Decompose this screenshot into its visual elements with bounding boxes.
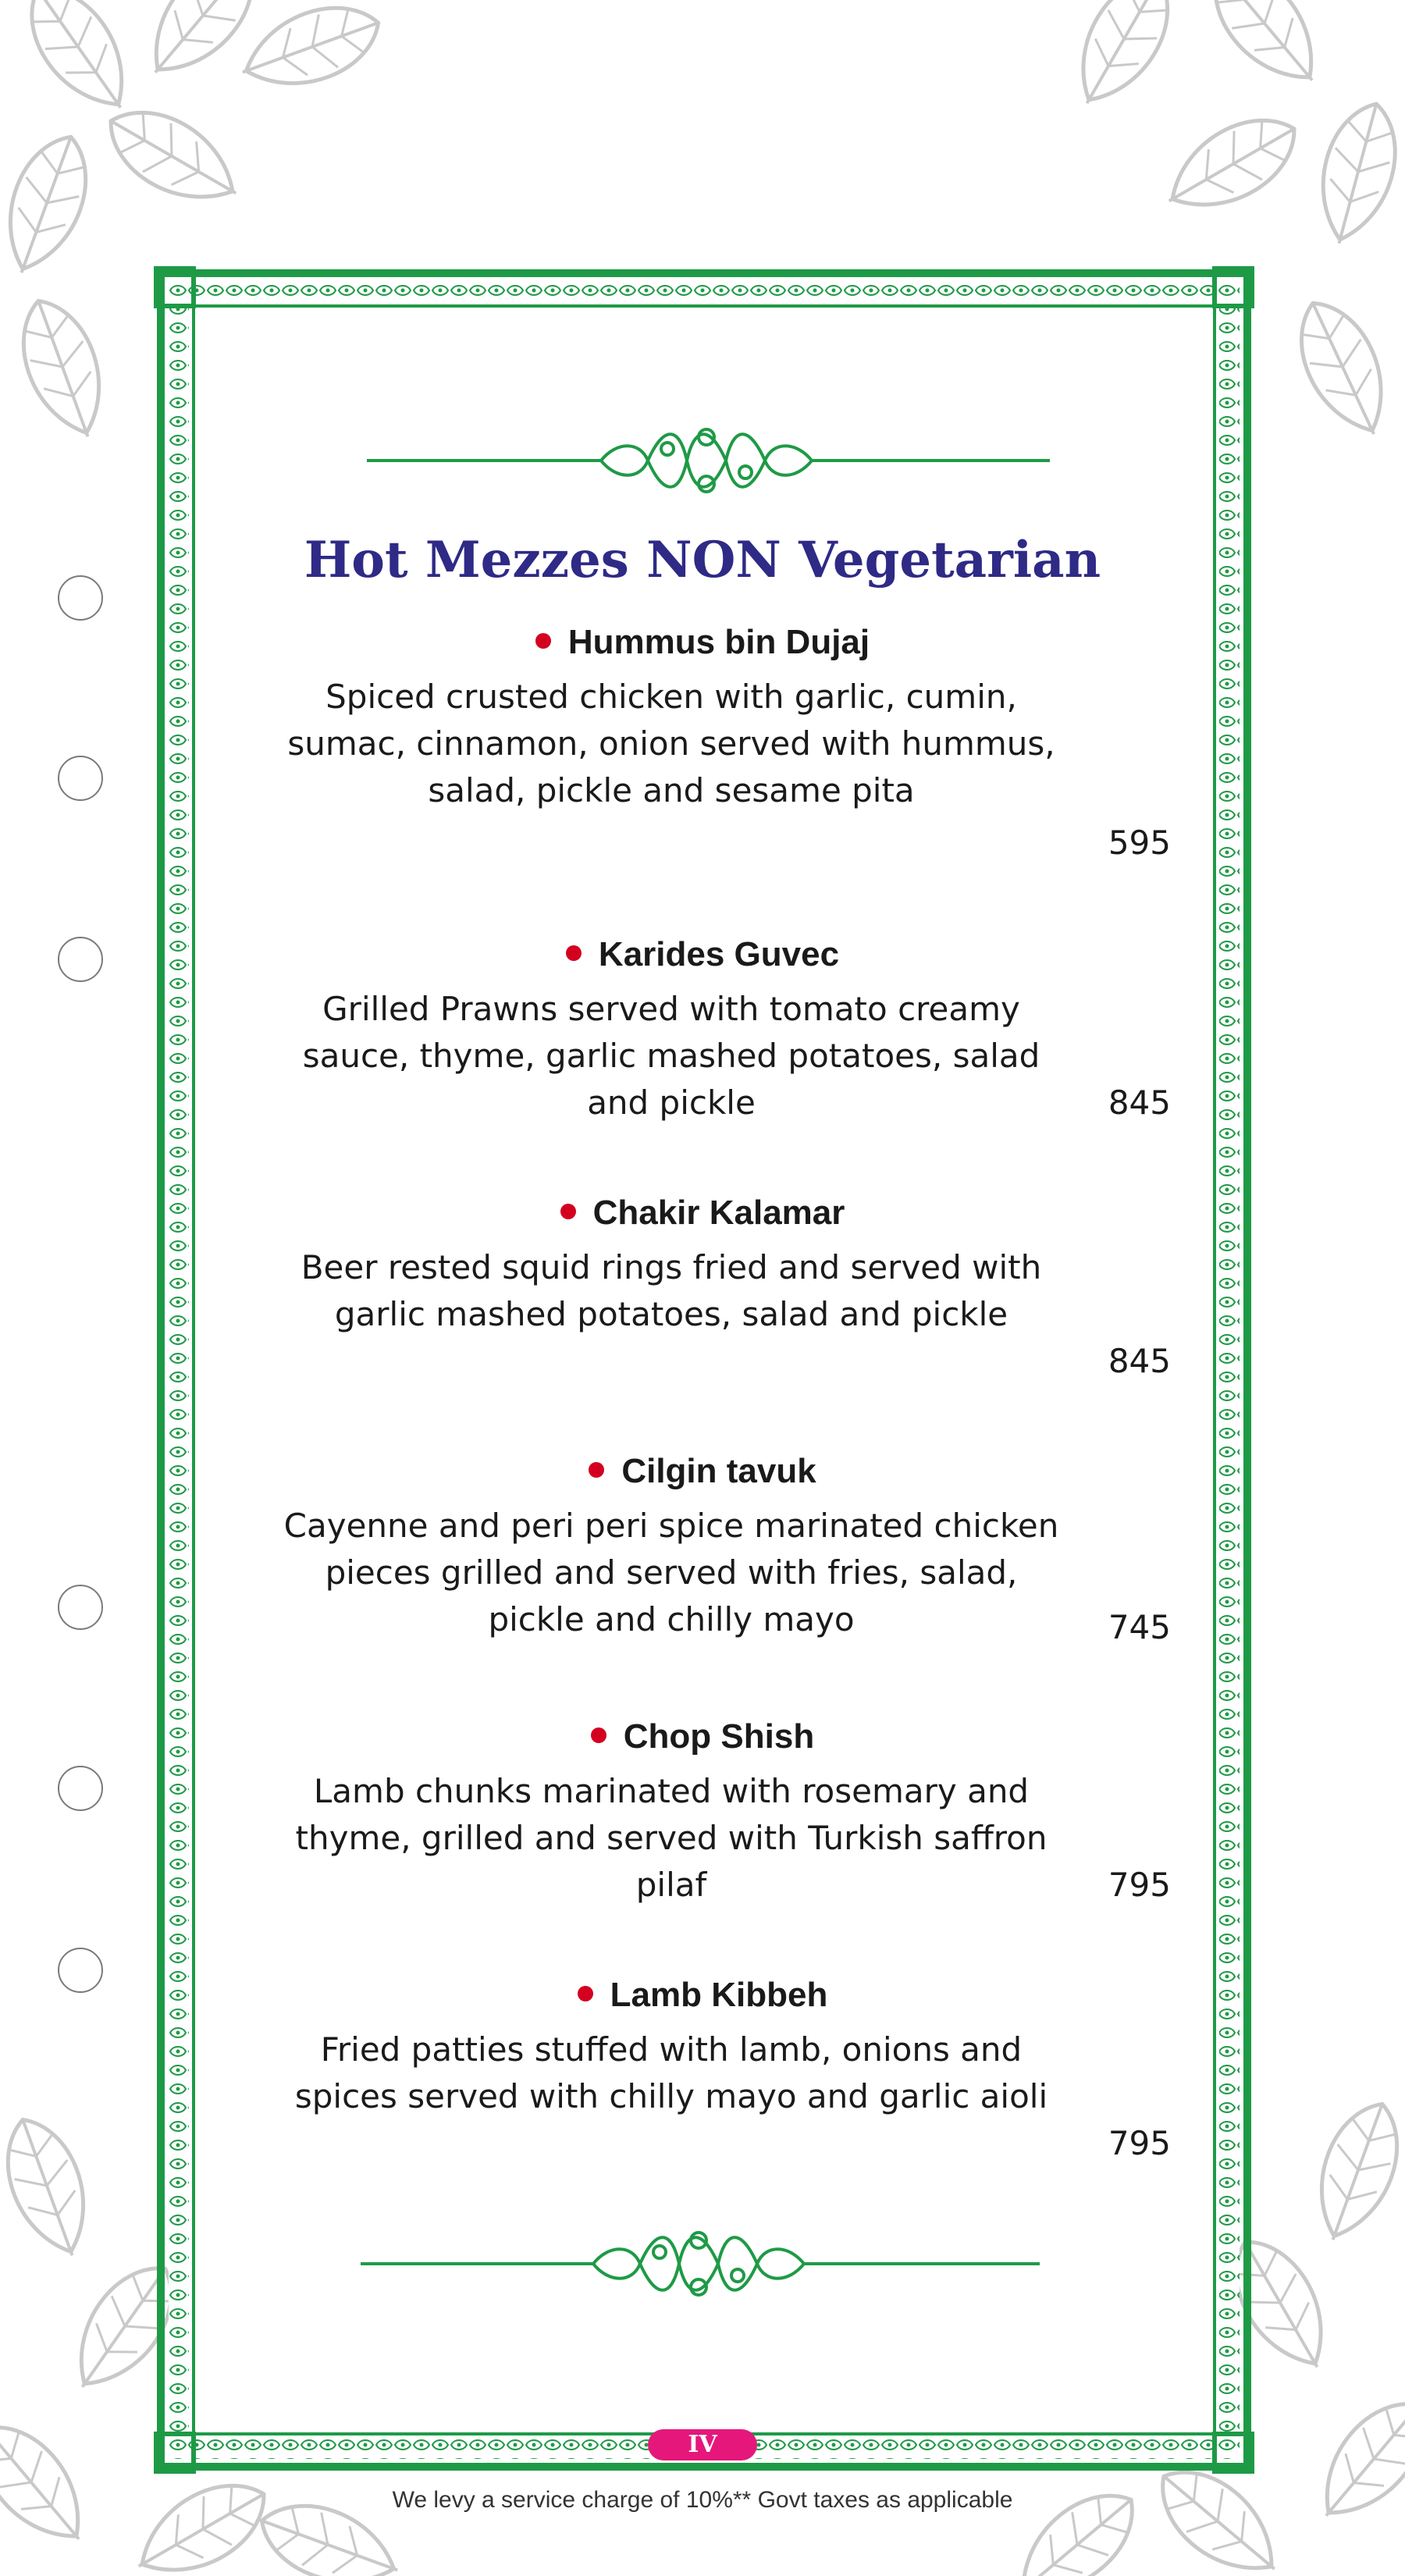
bullet-icon	[560, 1204, 576, 1219]
menu-item-price: 795	[1108, 1866, 1171, 1904]
menu-item-price: 795	[1108, 2124, 1171, 2162]
page-number-badge: IV	[648, 2429, 757, 2460]
menu-item-description: Lamb chunks marinated with rosemary and thyme, grilled and served with Turkish saffron pilaf	[295, 1772, 1048, 1904]
section-title: Hot Mezzes NON Vegetarian	[304, 531, 1101, 589]
menu-item-description: Fried patties stuffed with lamb, onions and spices served with chilly mayo and garlic aioli	[294, 2030, 1048, 2115]
menu-item-price: 595	[1108, 824, 1171, 862]
menu-item-name: Chop Shish	[0, 1715, 1405, 1759]
menu-item-name: Hummus bin Dujaj	[0, 621, 1405, 664]
menu-item-description: Grilled Prawns served with tomato creamy sauce, thyme, garlic mashed potatoes, salad and pickle	[302, 990, 1040, 1122]
bullet-icon	[591, 1727, 606, 1743]
menu-item-name: Karides Guvec	[0, 933, 1405, 977]
menu-item-name: Lamb Kibbeh	[0, 1973, 1405, 2017]
bullet-icon	[578, 1986, 593, 2001]
top-flourish	[367, 429, 1050, 492]
service-charge-note: We levy a service charge of 10%** Govt taxes as applicable	[392, 2487, 1013, 2513]
menu-item-price: 745	[1108, 1608, 1171, 1646]
bottom-flourish	[361, 2233, 1040, 2295]
bullet-icon	[535, 633, 551, 649]
menu-item-description: Cayenne and peri peri spice marinated chicken pieces grilled and served with fries, salad, pickle and chilly mayo	[283, 1507, 1059, 1638]
menu-item-description: Spiced crusted chicken with garlic, cumin, sumac, cinnamon, onion served with hummus, salad, pickle and sesame pita	[287, 678, 1055, 809]
menu-item-name: Cilgin tavuk	[0, 1450, 1405, 1493]
menu-item-name: Chakir Kalamar	[0, 1191, 1405, 1235]
menu-item-price: 845	[1108, 1083, 1171, 1122]
menu-item-price: 845	[1108, 1342, 1171, 1380]
menu-item-description: Beer rested squid rings fried and served with garlic mashed potatoes, salad and pickle	[301, 1248, 1042, 1333]
bullet-icon	[566, 945, 582, 961]
bullet-icon	[589, 1462, 604, 1478]
